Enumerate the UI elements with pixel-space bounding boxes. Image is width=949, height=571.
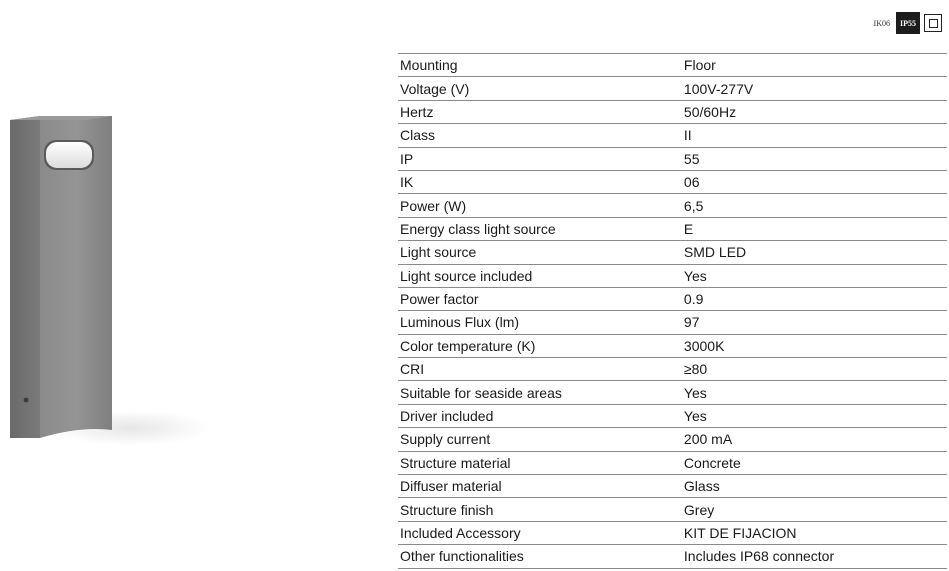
spec-label: Light source included — [398, 264, 682, 287]
spec-value: 97 — [682, 311, 947, 334]
spec-value: Glass — [682, 475, 947, 498]
spec-label: Luminous Flux (lm) — [398, 311, 682, 334]
spec-label: Driver included — [398, 404, 682, 427]
spec-value: 100V-277V — [682, 77, 947, 100]
spec-value: 200 mA — [682, 428, 947, 451]
table-row — [398, 100, 947, 123]
table-row — [398, 521, 947, 544]
spec-value: 06 — [682, 170, 947, 193]
spec-value: Yes — [682, 404, 947, 427]
table-row — [398, 428, 947, 451]
ip-rating-badge: IP55 — [896, 12, 920, 34]
spec-label: Class — [398, 124, 682, 147]
spec-value: 3000K — [682, 334, 947, 357]
table-row — [398, 54, 947, 77]
table-row — [398, 451, 947, 474]
table-row — [398, 404, 947, 427]
spec-label: Color temperature (K) — [398, 334, 682, 357]
certification-badges — [872, 12, 942, 34]
spec-label: Hertz — [398, 100, 682, 123]
spec-label: IP — [398, 147, 682, 170]
spec-label: Supply current — [398, 428, 682, 451]
spec-label: Voltage (V) — [398, 77, 682, 100]
spec-value: Floor — [682, 54, 947, 77]
table-row — [398, 475, 947, 498]
spec-label: Suitable for seaside areas — [398, 381, 682, 404]
table-row — [398, 217, 947, 240]
table-row — [398, 147, 947, 170]
table-row — [398, 545, 947, 568]
table-row — [398, 77, 947, 100]
spec-label: IK — [398, 170, 682, 193]
table-row — [398, 241, 947, 264]
table-row — [398, 381, 947, 404]
spec-label: Structure finish — [398, 498, 682, 521]
product-image — [0, 100, 230, 460]
spec-label: Diffuser material — [398, 475, 682, 498]
table-row — [398, 287, 947, 310]
spec-value: 50/60Hz — [682, 100, 947, 123]
spec-value: KIT DE FIJACION — [682, 521, 947, 544]
spec-label: CRI — [398, 358, 682, 381]
spec-value: Concrete — [682, 451, 947, 474]
table-row — [398, 264, 947, 287]
specifications-body — [398, 54, 947, 569]
spec-value: II — [682, 124, 947, 147]
table-row — [398, 194, 947, 217]
bollard-light-illustration — [0, 100, 230, 460]
spec-label: Power factor — [398, 287, 682, 310]
spec-label: Power (W) — [398, 194, 682, 217]
spec-value: Yes — [682, 381, 947, 404]
class-ii-icon — [924, 14, 942, 32]
spec-value: 55 — [682, 147, 947, 170]
spec-value: Grey — [682, 498, 947, 521]
ik-rating-badge: IK06 — [873, 18, 890, 28]
spec-label: Mounting — [398, 54, 682, 77]
spec-value: 6,5 — [682, 194, 947, 217]
table-row — [398, 334, 947, 357]
spec-label: Included Accessory — [398, 521, 682, 544]
spec-label: Energy class light source — [398, 217, 682, 240]
spec-value: Includes IP68 connector — [682, 545, 947, 568]
spec-value: 0.9 — [682, 287, 947, 310]
spec-value: SMD LED — [682, 241, 947, 264]
spec-value: ≥80 — [682, 358, 947, 381]
table-row — [398, 170, 947, 193]
spec-label: Other functionalities — [398, 545, 682, 568]
table-row — [398, 498, 947, 521]
spec-value: Yes — [682, 264, 947, 287]
table-row — [398, 124, 947, 147]
spec-value: E — [682, 217, 947, 240]
table-row — [398, 311, 947, 334]
spec-label: Structure material — [398, 451, 682, 474]
table-row — [398, 358, 947, 381]
specifications-table — [398, 53, 947, 569]
spec-label: Light source — [398, 241, 682, 264]
